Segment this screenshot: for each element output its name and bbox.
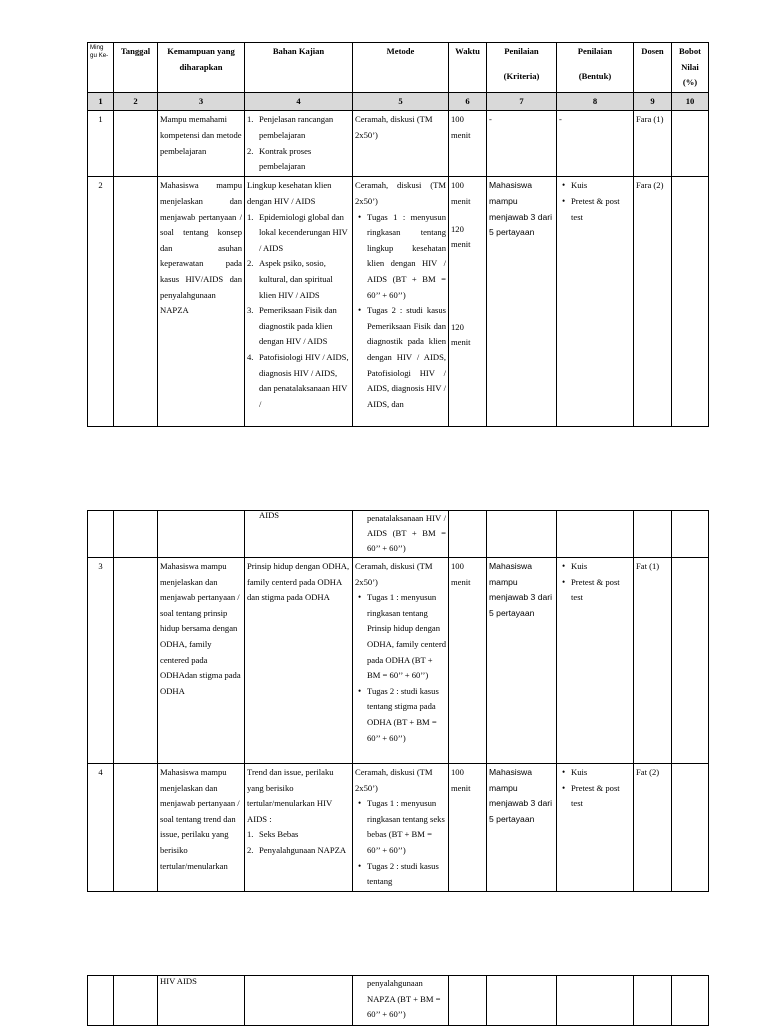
form-cell [557, 177, 634, 427]
method-lead: Ceramah, diskusi (TM 2x50’) [355, 180, 446, 206]
col-number: 6 [449, 92, 487, 111]
form-cell [557, 511, 634, 558]
date-cell [114, 111, 158, 177]
lecturer-cell [634, 511, 672, 558]
lecturer-cell: Fara (1) [634, 111, 672, 177]
weight-cell [672, 177, 709, 427]
list-item: 1. Penjelasan rancangan pembelajaran [247, 114, 334, 140]
study-material-lead: Trend dan issue, perilaku yang berisiko tertular/menularkan HIV AIDS : [247, 767, 334, 824]
date-cell [114, 558, 158, 764]
study-material-cell [245, 177, 353, 427]
criteria-cell [487, 976, 557, 1026]
header-weight: Bobot Nilai (%) [672, 43, 709, 93]
criteria-cell: Mahasiswa mampu menjawab 3 dari 5 pertayaan [487, 558, 557, 764]
weight-cell [672, 764, 709, 892]
study-material-cell: Prinsip hidup dengan ODHA, family centerd pada ODHA dan stigma pada ODHA [245, 558, 353, 764]
time-value: 120 menit [451, 223, 471, 250]
list-item: • Pretest & post test [559, 575, 631, 606]
criteria-cell: Mahasiswa mampu menjawab 3 dari 5 pertayaan [487, 177, 557, 427]
lecturer-cell: Fat (1) [634, 558, 672, 764]
form-cell [557, 976, 634, 1026]
list-item: • Kuis [559, 178, 631, 194]
rps-table-segment-3 [87, 975, 709, 1026]
header-criteria [487, 43, 557, 93]
form-cell [557, 558, 634, 764]
column-number-row [88, 92, 709, 111]
table-row [88, 111, 709, 177]
method-cell: penyalahgunaan NAPZA (BT + BM = 60’’ + 60’’) [353, 976, 449, 1026]
list-item: • Tugas 1 : menyusun ringkasan tentang seks bebas (BT + BM = 60’’ + 60’’) [355, 796, 446, 858]
header-criteria-bottom: (Kriteria) [503, 70, 540, 81]
week-number: 2 [88, 177, 114, 427]
competence-cell: Mahasiswa mampu menjelaskan dan menjawab pertanyaan / soal tentang konsep dan asuhan keperawatan pada kasus HIV/AIDS dan penyalahgunaan NAPZA [158, 177, 245, 427]
criteria-cell: Mahasiswa mampu menjawab 3 dari 5 pertayaan [487, 764, 557, 892]
lecturer-cell [634, 976, 672, 1026]
col-number: 7 [487, 92, 557, 111]
form-cell: - [557, 111, 634, 177]
col-number: 5 [353, 92, 449, 111]
method-cell [353, 764, 449, 892]
time-cell [449, 976, 487, 1026]
list-item: 4. Patofisiologi HIV / AIDS, diagnosis HIV / AIDS, dan penatalaksanaan HIV / [247, 351, 349, 409]
col-number: 4 [245, 92, 353, 111]
study-material-cell [245, 976, 353, 1026]
study-material-cell [245, 764, 353, 892]
date-cell [114, 511, 158, 558]
time-value: 120 menit [451, 321, 471, 348]
list-item: • Tugas 2 : studi kasus Pemeriksaan Fisik dan diagnostik pada klien dengan HIV / AIDS, Patofisiologi HIV / AIDS, diagnosis HIV / AIDS, dan [355, 303, 446, 412]
list-item: • Pretest & post test [559, 781, 631, 812]
table-row [88, 764, 709, 892]
col-number: 8 [557, 92, 634, 111]
method-cell [353, 558, 449, 764]
study-material-lead: Lingkup kesehatan klien dengan HIV / AIDS [247, 180, 332, 206]
list-item: 2. Kontrak proses pembelajaran [247, 145, 312, 172]
table-row [88, 976, 709, 1026]
header-competence: Kemampuan yang diharapkan [158, 43, 245, 93]
form-cell [557, 764, 634, 892]
header-week: Ming gu Ke- [88, 43, 114, 93]
header-row [88, 43, 709, 93]
list-item: 1. Seks Bebas [247, 829, 299, 840]
header-form-bottom: (Bentuk) [578, 70, 612, 81]
table-row [88, 177, 709, 427]
header-criteria-top: Penilaian [504, 46, 539, 56]
study-material-cell [245, 111, 353, 177]
time-cell: 100 menit [449, 764, 487, 892]
week-number: 3 [88, 558, 114, 764]
week-number: 1 [88, 111, 114, 177]
header-form-top: Penilaian [577, 46, 613, 56]
competence-cell [158, 511, 245, 558]
date-cell [114, 177, 158, 427]
study-material-cell: AIDS [245, 511, 353, 558]
rps-table-segment-1 [87, 42, 709, 427]
weight-cell [672, 111, 709, 177]
col-number: 3 [158, 92, 245, 111]
rps-table-segment-2 [87, 510, 709, 892]
list-item: • Tugas 1 : menyusun ringkasan tentang Prinsip hidup dengan ODHA, family centerd pada ODHA (BT + BM = 60’’ + 60’’) [355, 590, 446, 684]
list-item: • Pretest & post test [559, 194, 631, 225]
list-item: • Tugas 2 : studi kasus tentang [355, 859, 446, 890]
method-cell: Ceramah, diskusi (TM 2x50’) [353, 111, 449, 177]
list-item: • Kuis [559, 559, 631, 575]
list-item: • Tugas 1 : menyusun ringkasan tentang lingkup kesehatan klien dengan HIV / AIDS (BT + BM = 60’’ + 60’’) [355, 210, 446, 304]
col-number: 9 [634, 92, 672, 111]
lecturer-cell: Fat (2) [634, 764, 672, 892]
list-item: • Kuis [559, 765, 631, 781]
time-cell: 100 menit [449, 558, 487, 764]
date-cell [114, 764, 158, 892]
col-number: 1 [88, 92, 114, 111]
col-number: 2 [114, 92, 158, 111]
list-item: 2. Penyalahgunaan NAPZA [247, 844, 347, 855]
header-method: Metode [353, 43, 449, 93]
method-cell [353, 177, 449, 427]
list-item: 1. Epidemiologi global dan lokal kecenderungan HIV / AIDS [247, 211, 348, 253]
header-lecturer: Dosen [634, 43, 672, 93]
header-form [557, 43, 634, 93]
competence-cell: Mahasiswa mampu menjelaskan dan menjawab pertanyaan / soal tentang trend dan issue, perilaku yang berisiko tertular/menularkan [158, 764, 245, 892]
competence-cell: Mampu memahami kompetensi dan metode pembelajaran [158, 111, 245, 177]
date-cell [114, 976, 158, 1026]
week-number [88, 511, 114, 558]
table-row [88, 511, 709, 558]
method-lead: Ceramah, diskusi (TM 2x50’) [355, 561, 433, 587]
time-value: 100 menit [451, 180, 471, 206]
header-time: Waktu [449, 43, 487, 93]
weight-cell [672, 511, 709, 558]
header-study-material: Bahan Kajian [245, 43, 353, 93]
competence-cell: Mahasiswa mampu menjelaskan dan menjawab pertanyaan / soal tentang prinsip hidup bersama dengan ODHA, family centered pada ODHAdan stigma pada ODHA [158, 558, 245, 764]
competence-cell: HIV AIDS [158, 976, 245, 1026]
method-cell: penatalaksanaan HIV / AIDS (BT + BM = 60’’ + 60’’) [353, 511, 449, 558]
criteria-cell [487, 511, 557, 558]
time-cell [449, 511, 487, 558]
lecturer-cell: Fara (2) [634, 177, 672, 427]
method-lead: Ceramah, diskusi (TM 2x50’) [355, 767, 433, 793]
list-item: 3. Pemeriksaan Fisik dan diagnostik pada klien dengan HIV / AIDS [247, 305, 337, 347]
list-item: • Tugas 2 : studi kasus tentang stigma pada ODHA (BT + BM = 60’’ + 60’’) [355, 684, 446, 746]
weight-cell [672, 976, 709, 1026]
time-cell: 100 menit [449, 111, 487, 177]
list-item: 2. Aspek psiko, sosio, kultural, dan spiritual klien HIV / AIDS [247, 258, 333, 300]
header-date: Tanggal [114, 43, 158, 93]
weight-cell [672, 558, 709, 764]
week-number: 4 [88, 764, 114, 892]
time-cell [449, 177, 487, 427]
table-row [88, 558, 709, 764]
criteria-cell: - [487, 111, 557, 177]
week-number [88, 976, 114, 1026]
col-number: 10 [672, 92, 709, 111]
